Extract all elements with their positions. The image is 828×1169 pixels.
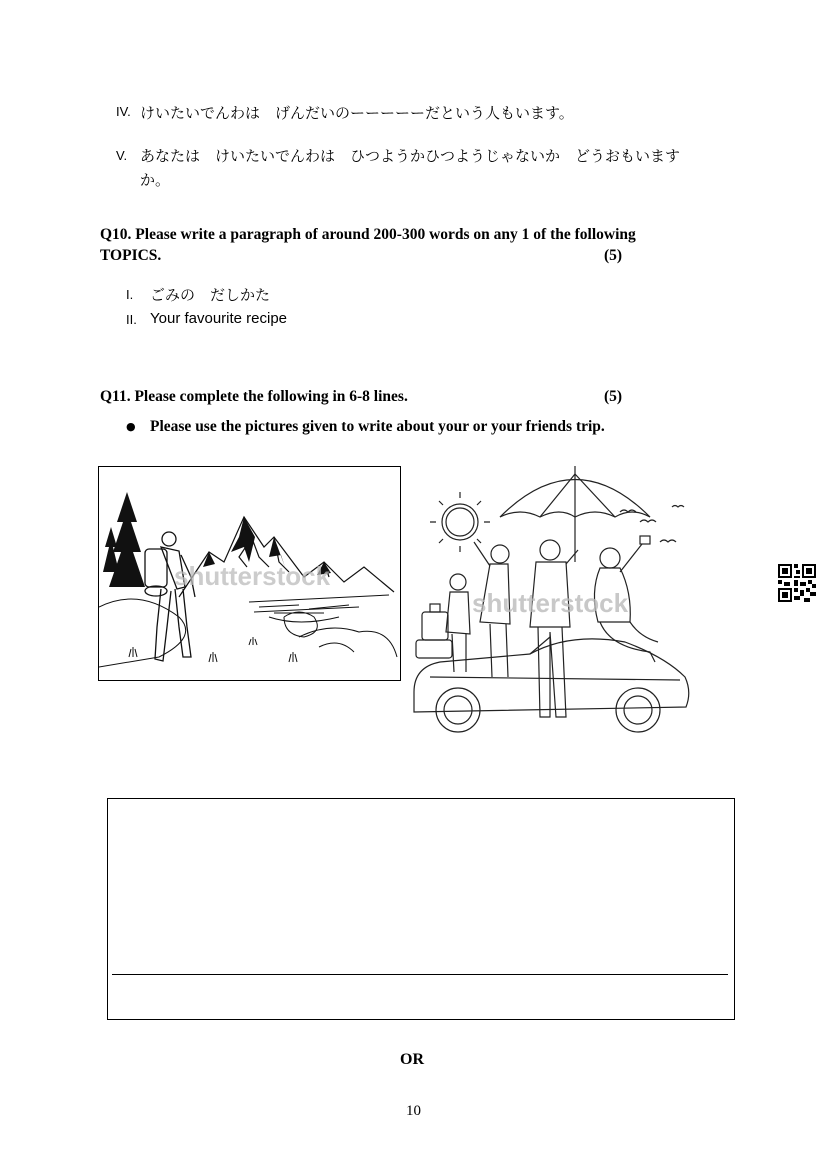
- item-v-text-line2: か。: [140, 171, 171, 189]
- page-number: 10: [406, 1103, 421, 1119]
- watermark-2: shutterstock: [472, 588, 629, 618]
- item-v-number: V.: [116, 148, 128, 163]
- q10-topic-2-number: II.: [126, 312, 137, 327]
- q10-topic-1-number: I.: [126, 287, 134, 302]
- q11-marks: (5): [604, 388, 623, 405]
- q10-topic-2-text: Your favourite recipe: [150, 310, 288, 327]
- answer-line: [112, 974, 728, 975]
- item-v-text-line1: あなたは けいたいでんわは ひつようかひつようじゃないか どうおもいます: [140, 147, 681, 165]
- q11-heading: Q11. Please complete the following in 6-8 lines.: [100, 388, 408, 405]
- qr-code-icon: [778, 564, 816, 602]
- q11-bullet-text: Please use the pictures given to write about your or your friends trip.: [150, 418, 605, 435]
- item-iv-text: けいたいでんわは げんだいのーーーーーだという人もいます。: [140, 104, 574, 122]
- hiker-mountain-illustration: [98, 466, 401, 681]
- q10-marks: (5): [604, 247, 623, 264]
- answer-box[interactable]: [107, 798, 735, 1020]
- friends-car-trip-illustration: [410, 462, 692, 734]
- q10-heading-line2: TOPICS.: [100, 247, 162, 264]
- q10-topic-1-text: ごみの だしかた: [150, 286, 271, 304]
- or-separator: OR: [400, 1051, 424, 1068]
- q11-bullet-icon: ●: [126, 420, 136, 433]
- item-iv-number: IV.: [116, 104, 131, 119]
- watermark-1: shutterstock: [174, 561, 331, 591]
- q10-heading-line1: Q10. Please write a paragraph of around 200-300 words on any 1 of the following: [100, 226, 636, 243]
